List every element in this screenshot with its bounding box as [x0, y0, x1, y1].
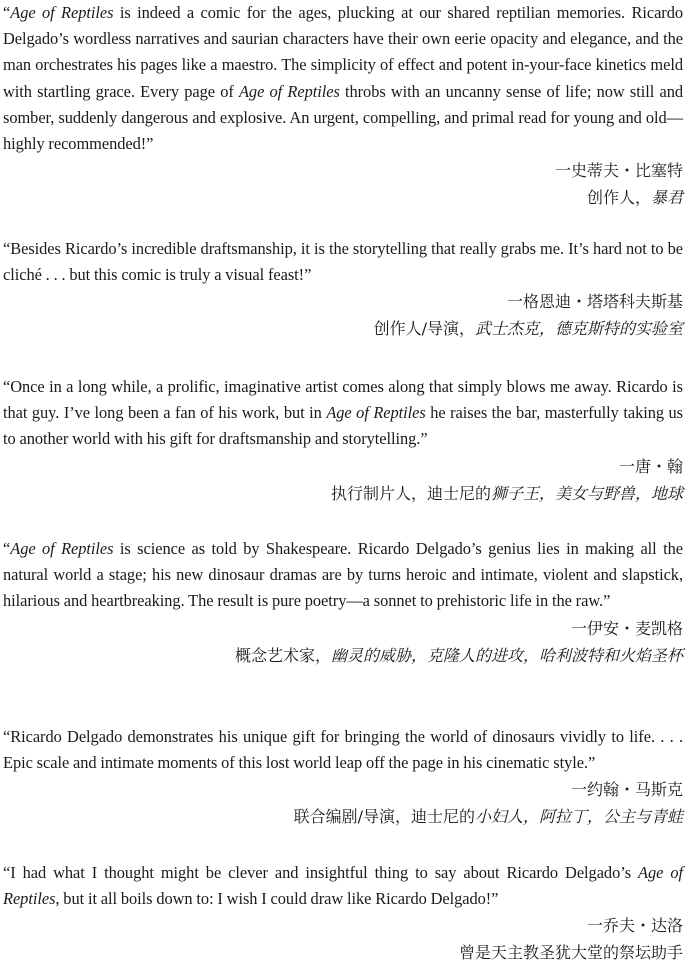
italic-title: 武士杰克，德克斯特的实验室 — [474, 319, 683, 339]
endorsement-quote — [3, 860, 683, 912]
text-run: 联合编剧/导演，迪士尼的 — [293, 807, 475, 827]
endorsement-attribution — [3, 157, 683, 211]
endorsement-attribution — [3, 453, 683, 507]
endorsement-darrow — [3, 860, 683, 966]
endorser-credits — [3, 803, 683, 830]
text-run: throbs with an uncanny sense of life; now still and somber, suddenly dangerous and explosive. An urgent, compelling, and primal read for young and old—highly recommended!” — [3, 81, 683, 154]
endorsement-quote — [3, 374, 683, 453]
endorser-credits — [3, 939, 683, 966]
text-run: is indeed a comic for the ages, plucking at our shared reptilian memories. Ricardo Delgado’s wordless narratives and saurian characters have their own eerie opacity and elegance, and the man orchestrates his pages like a maestro. The simplicity of effect and potent in-your-face kinetics meld with startling grace. Every page of — [3, 3, 683, 101]
endorser-credits — [3, 480, 683, 507]
endorsement-hahn — [3, 374, 683, 507]
italic-title: Age of Reptiles — [326, 403, 426, 423]
endorser-name: 一乔夫・达洛 — [586, 916, 683, 936]
endorsement-quote — [3, 0, 683, 157]
text-run: “I had what I thought might be clever and insightful thing to say about Ricardo Delgado’s — [3, 863, 639, 882]
endorsement-musker — [3, 724, 683, 830]
endorsement-attribution — [3, 615, 683, 669]
italic-title: Age of Reptiles — [10, 539, 114, 558]
endorsement-quote — [3, 536, 683, 615]
text-run: “ — [3, 539, 11, 558]
text-run: he raises the bar, masterfully taking us to another world with his gift for draftsmanship and storytelling.” — [3, 403, 683, 449]
text-run: 概念艺术家， — [234, 645, 331, 665]
endorsement-attribution — [3, 288, 683, 342]
text-run: 创作人/导演， — [373, 319, 475, 339]
text-run: 创作人， — [586, 188, 651, 208]
endorser-credits — [3, 642, 683, 669]
italic-title: Age of Reptiles — [238, 81, 340, 101]
italic-title: Age of Reptiles — [3, 863, 683, 909]
endorsement-quote — [3, 236, 683, 288]
text-run: 曾是天主教圣犹大堂的祭坛助手 — [458, 943, 683, 963]
text-run: 执行制片人，迪士尼的 — [330, 483, 491, 503]
italic-title: 狮子王，美女与野兽，地球 — [490, 483, 683, 503]
endorsement-bissette — [3, 0, 683, 211]
endorser-name: 一约翰・马斯克 — [570, 780, 683, 800]
text-run: “Once in a long while, a prolific, imaginative artist comes along that simply blows me away. Ricardo is that guy. I’ve long been a fan of his work, but in — [3, 377, 683, 423]
text-run: , but it all boils down to: I wish I could draw like Ricardo Delgado!” — [55, 889, 499, 909]
endorser-name: 一史蒂夫・比塞特 — [554, 161, 683, 181]
endorsement-mccaig — [3, 536, 683, 669]
endorser-name: 一格恩迪・塔塔科夫斯基 — [506, 292, 683, 312]
endorsement-quote — [3, 724, 683, 776]
text-run: “Ricardo Delgado demonstrates his unique gift for bringing the world of dinosaurs vividly to life. . . . Epic scale and intimate moments of this lost world leap off the page in his cinematic style.” — [3, 727, 683, 773]
italic-title: 暴君 — [650, 188, 683, 208]
endorsement-attribution — [3, 776, 683, 830]
italic-title: 幽灵的威胁，克隆人的进攻，哈利波特和火焰圣杯 — [330, 645, 683, 665]
text-run: “Besides Ricardo’s incredible draftsmanship, it is the storytelling that really grabs me. It’s hard not to be cliché . . . but this comic is truly a visual feast!” — [3, 239, 683, 285]
endorser-credits — [3, 184, 683, 211]
endorser-credits — [3, 315, 683, 342]
endorsement-tartakovsky — [3, 236, 683, 342]
endorser-name: 一伊安・麦凯格 — [570, 618, 683, 638]
text-run: “ — [3, 3, 11, 22]
italic-title: 小妇人，阿拉丁，公主与青蛙 — [474, 807, 683, 827]
endorsement-attribution — [3, 912, 683, 966]
endorser-name: 一唐・翰 — [618, 456, 683, 476]
text-run: is science as told by Shakespeare. Ricardo Delgado’s genius lies in making all the natural world a stage; his new dinosaur dramas are by turns heroic and intimate, violent and slapstick, hilarious and heartbreaking. The result is pure poetry—a sonnet to prehistoric life in the raw.” — [3, 539, 683, 611]
italic-title: Age of Reptiles — [10, 3, 114, 22]
